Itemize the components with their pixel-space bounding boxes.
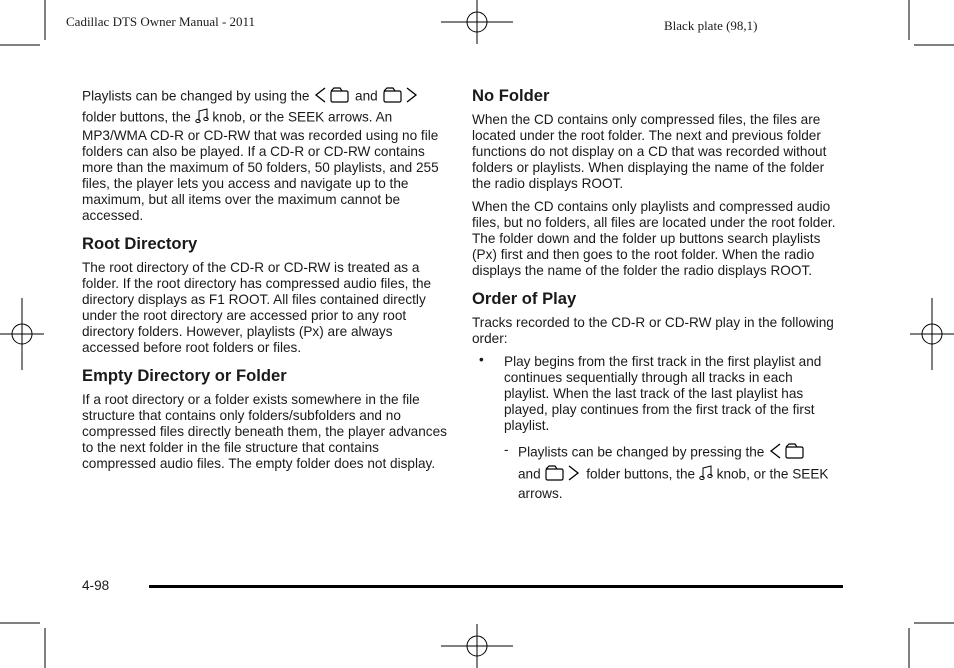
folder-next-icon bbox=[544, 464, 582, 486]
folder-next-icon bbox=[382, 86, 420, 108]
order-of-play-intro: Tracks recorded to the CD-R or CD-RW play in the following order: bbox=[472, 315, 834, 346]
page-number: 4-98 bbox=[82, 578, 110, 593]
bullet-icon: • bbox=[479, 352, 484, 367]
left-column bbox=[82, 86, 450, 479]
right-column bbox=[472, 86, 840, 502]
intro-text-1: Playlists can be changed by using the bbox=[82, 88, 310, 104]
sub-text-1: Playlists can be changed by pressing the bbox=[518, 444, 765, 460]
no-folder-text-2: When the CD contains only playlists and compressed audio files, but no folders, all files are located under the root folder. The folder down and the folder up buttons search playlists (Px) first and then goes to the root folder. When the radio displays the name of the folder the radio displays ROOT. bbox=[472, 199, 836, 278]
header-manual-title: Cadillac DTS Owner Manual - 2011 bbox=[66, 14, 256, 29]
empty-directory-text: If a root directory or a folder exists somewhere in the file structure that contains only folders/subfolders and no compressed files directly beneath them, the player advances to the next folder in the file structure that contains compressed audio files. The empty folder does not display. bbox=[82, 392, 447, 471]
sub-list-item bbox=[472, 442, 840, 502]
intro-text-4: knob, or the SEEK arrows. An MP3/WMA CD-R or CD-RW that was recorded using no file folders can also be played. If a CD-R or CD-RW contains more than the maximum of 50 folders, 50 playlists, and 255 files, the player lets you access and navigate up to the maximum, but all items over the maximum cannot be accessed. bbox=[82, 109, 439, 223]
empty-directory-heading: Empty Directory or Folder bbox=[82, 366, 287, 385]
music-note-icon bbox=[195, 108, 209, 128]
sub-text-4: knob, or the SEEK arrows. bbox=[518, 466, 829, 501]
no-folder-heading: No Folder bbox=[472, 86, 550, 105]
dash-marker: - bbox=[504, 442, 509, 457]
footer-divider bbox=[149, 585, 843, 588]
root-directory-heading: Root Directory bbox=[82, 234, 198, 253]
no-folder-text-1: When the CD contains only compressed files, the files are located under the root folder. The next and previous folder functions do not display on a CD that was recorded without folders or playlists. When displaying the name of the folder the radio displays ROOT. bbox=[472, 112, 827, 191]
list-item bbox=[472, 354, 840, 434]
bullet-text: Play begins from the first track in the first playlist and continues sequentially through all tracks in each playlist. When the last track of the last playlist has played, play continues from the first track of the first playlist. bbox=[504, 354, 822, 433]
music-note-icon bbox=[699, 465, 713, 485]
sub-text-2: and bbox=[518, 466, 541, 482]
intro-text-2: and bbox=[355, 88, 378, 104]
folder-previous-icon bbox=[768, 442, 806, 464]
order-of-play-heading: Order of Play bbox=[472, 289, 577, 308]
intro-paragraph bbox=[82, 86, 450, 224]
folder-previous-icon bbox=[313, 86, 351, 108]
header-plate: Black plate (98,1) bbox=[664, 18, 758, 33]
root-directory-text: The root directory of the CD-R or CD-RW is treated as a folder. If the root directory has compressed audio files, the directory displays as F1 ROOT. All files contained directly under the root directory are accessed prior to any root directory folders. However, playlists (Px) are always accessed before root folders or files. bbox=[82, 260, 432, 355]
sub-text-3: folder buttons, the bbox=[586, 466, 696, 482]
intro-text-3: folder buttons, the bbox=[82, 109, 191, 125]
